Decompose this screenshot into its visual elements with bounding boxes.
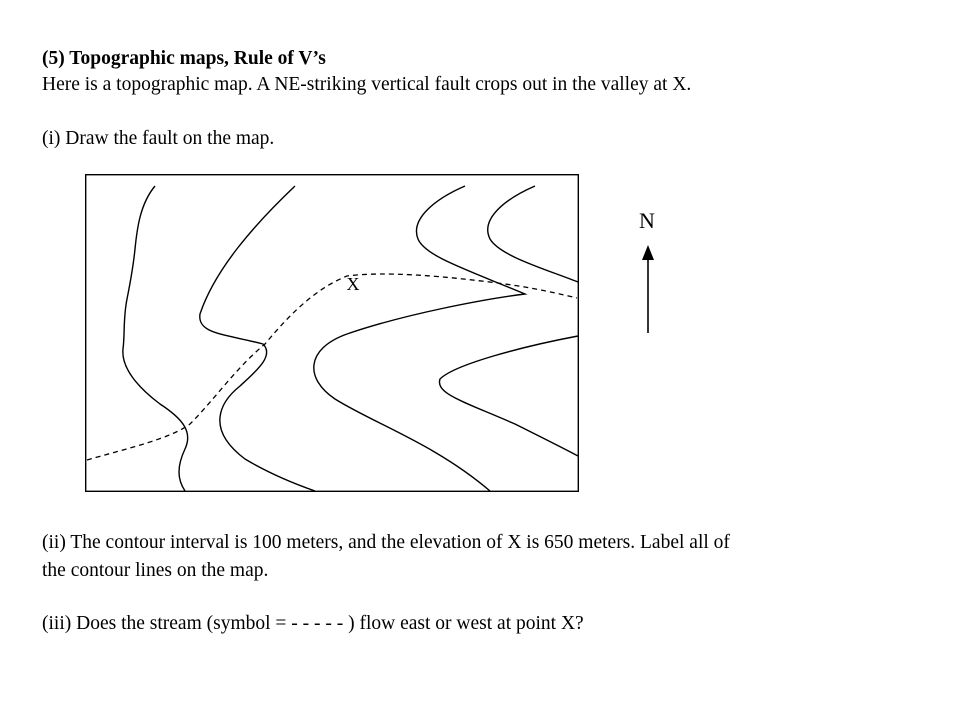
part-ii-text-line1: (ii) The contour interval is 100 meters, and the elevation of X is 650 meters. Label all of — [42, 532, 730, 553]
question-intro: Here is a topographic map. A NE-striking vertical fault crops out in the valley at X. — [42, 74, 692, 95]
part-iii-text: (iii) Does the stream (symbol = - - - - - ) flow east or west at point X? — [42, 613, 584, 634]
contour-line-2 — [200, 186, 315, 491]
contour-line-3 — [314, 186, 525, 491]
north-label: N — [639, 208, 655, 233]
contour-line-1 — [123, 186, 188, 491]
north-arrow — [626, 200, 676, 340]
part-ii-text-line2: the contour lines on the map. — [42, 560, 269, 581]
stream-line — [87, 274, 577, 460]
point-x-label: X — [346, 274, 360, 294]
question-heading: (5) Topographic maps, Rule of V’s — [42, 48, 326, 69]
part-i-text: (i) Draw the fault on the map. — [42, 128, 275, 149]
contour-line-4 — [488, 186, 578, 282]
north-arrow-head-icon — [642, 245, 654, 260]
topographic-map — [85, 174, 579, 492]
map-border — [86, 175, 579, 492]
contour-line-5 — [439, 336, 578, 456]
